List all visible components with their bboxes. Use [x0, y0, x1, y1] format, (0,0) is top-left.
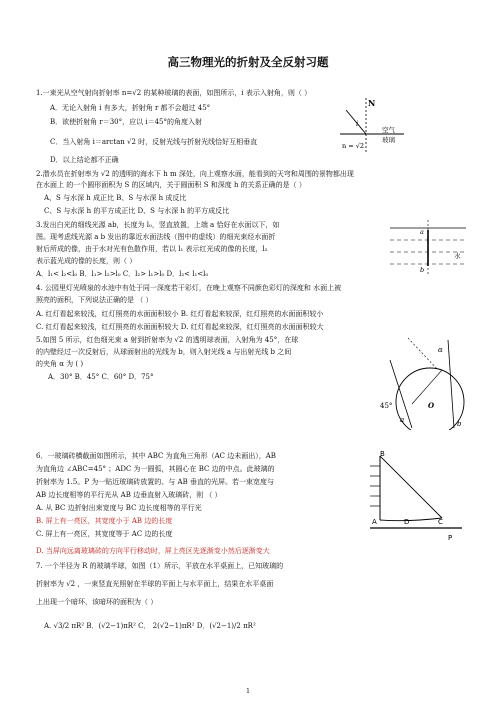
- screen-p-label: P: [448, 534, 453, 542]
- text-line: 的夹角 α 为 ( ): [36, 360, 84, 368]
- text-line: 表示蓝光成的像的长度，则（ ）: [36, 257, 137, 265]
- text-line: 上出现一个暗环，该暗环的面积为（ ）: [36, 598, 158, 606]
- text-line: A．30° B．45° C．60° D．75°: [48, 373, 154, 381]
- ray-b-label: b: [457, 420, 462, 428]
- text-line: 图。现考虑线光源 a b 发出的靠近水面法线（图中的虚线）的细光束经水面折: [36, 233, 276, 241]
- text-line: 7. 一个半径为 R 的玻璃半球，如图（1）所示，平放在水平桌面上，已知玻璃的: [36, 562, 284, 570]
- water-label: 水: [454, 252, 461, 260]
- text-line: 为直角边 ∠ABC=45° ；ADC 为一圆弧，其圆心在 BC 边的中点。此玻璃的: [36, 465, 275, 473]
- figure-glass-prism: [370, 448, 470, 548]
- incidence-label: i: [356, 120, 359, 128]
- normal-label: N: [368, 98, 376, 108]
- text-line: 3.发出白光的细线光源 ab，长度为 l₀，竖直放置，上端 a 恰好在水面以下，如: [36, 221, 280, 229]
- glass-label: 玻璃: [382, 136, 395, 144]
- arc-d-label: D: [404, 518, 410, 526]
- center-label: O: [428, 401, 435, 410]
- text-line: D．以上结论都不正确: [50, 156, 119, 164]
- angle-label: 45°: [380, 402, 393, 410]
- text-line: 折射率为 1.5。P 为一贴近玻璃砖放置的、与 AB 垂直的光屏。若一束宽度与: [36, 478, 274, 486]
- ray-a-label: a: [400, 416, 405, 424]
- text-line: 6．一玻璃砖横截面如图所示，其中 ABC 为直角三角形（AC 边未画出），AB: [36, 452, 276, 460]
- text-line: AB 边长度相等的平行光从 AB 边垂直射入玻璃砖，则 （ ）: [36, 491, 222, 499]
- text-line: 4. 公园里灯光喷泉的水池中有处于同一深度若干彩灯，在晚上观察不同颜色彩灯的深度和 水面上被: [36, 284, 342, 292]
- source-top-label: a: [420, 228, 424, 236]
- page-title: 高三物理光的折射及全反射习题: [167, 55, 329, 69]
- text-line: C. 红灯看起来较浅，红灯照亮的水面面积较大 D. 红灯看起来较深，红灯照亮的水面面积较大: [36, 323, 324, 331]
- text-line: A．无论入射角 i 有多大，折射角 r 都不会超过 45°: [50, 104, 211, 112]
- source-bottom-label: b: [420, 266, 425, 274]
- figure-light-source-water: [380, 218, 470, 278]
- text-line: 射后所成的像，由于水对光有色散作用，若以 l₁ 表示红光成的像的长度，l₂: [36, 245, 268, 253]
- text-line: C、S 与水深 h 的平方成正比 D、S 与水深 h 的平方成反比: [44, 207, 230, 215]
- text-line: C．当入射角 i＝arctan √2 时，反射光线与折射光线恰好互相垂直: [50, 138, 258, 146]
- text-line: B．欲使折射角 r＝30°，应以 i＝45°的角度入射: [50, 118, 202, 126]
- text-line: C. 屏上有一亮区，其宽度等于 AC 边的长度: [36, 530, 173, 538]
- text-line: A. 从 BC 边折射出束宽度与 BC 边长度相等的平行光: [36, 504, 202, 512]
- text-line: B. 屏上有一亮区，其宽度小于 AB 边的长度: [36, 517, 173, 525]
- text-line: A. 红灯看起来较浅，红灯照亮的水面面积较小 B. 红灯看起来较深，红灯照亮的水面面积较小: [36, 310, 324, 318]
- text-line: 折射率为 √2 ，一束竖直光照射在半球的平面上与水平面上，结果在水平桌面: [36, 580, 274, 588]
- text-line: A. √3/2 πR² B．(√2−1)πR² C． 2(√2−1)πR² D．(√2−1)/2 πR²: [44, 622, 256, 630]
- text-line: 照亮的面积，下列说法正确的是 （ ）: [36, 296, 153, 304]
- text-line: 在水面上 的一个圆形面积为 S 的区域内，关于圆面积 S 和深度 h 的关系正确的是（ ）: [36, 181, 306, 189]
- index-label: n = √2: [342, 142, 365, 150]
- air-label: 空气: [382, 126, 395, 134]
- text-line: 的内壁经过一次反射后，从球面射出的光线为 b，则入射光线 a 与出射光线 b 之间: [36, 348, 292, 356]
- text-line: A．l₁< l₂<l₀ B．l₁> l₂>l₀ C．l₂> l₁>l₀ D．l₂< l₁<l₀: [36, 270, 209, 278]
- text-line: 1.一束光从空气射向折射率 n=√2 的某种玻璃的表面，如图所示，i 表示入射角，则（ ）: [36, 89, 312, 97]
- text-line: 2.潜水员在折射率为 √2 的透明的海水下 h m 深处，向上观察水面，能看到的天穹和周围的景物都出现: [36, 170, 354, 178]
- vertex-b-label: B: [380, 450, 385, 458]
- vertex-a-label: A: [372, 518, 377, 526]
- figure-refraction-interface: [338, 96, 408, 156]
- text-line: A、S 与水深 h 成正比 B、S 与水深 h 成反比: [44, 194, 187, 202]
- page-number: 1: [246, 688, 250, 695]
- vertex-c-label: C: [438, 518, 443, 526]
- text-line: 5.如图 5 所示，红色细光束 a 射到折射率为 √2 的透明球表面，入射角为 45°，在球: [36, 336, 299, 344]
- alpha-label: α: [438, 346, 443, 354]
- figure-sphere-reflection: [378, 330, 468, 430]
- text-line: D. 当屏向远离玻璃砖的方向平行移动时，屏上亮区先逐渐变小然后逐渐变大: [36, 547, 270, 555]
